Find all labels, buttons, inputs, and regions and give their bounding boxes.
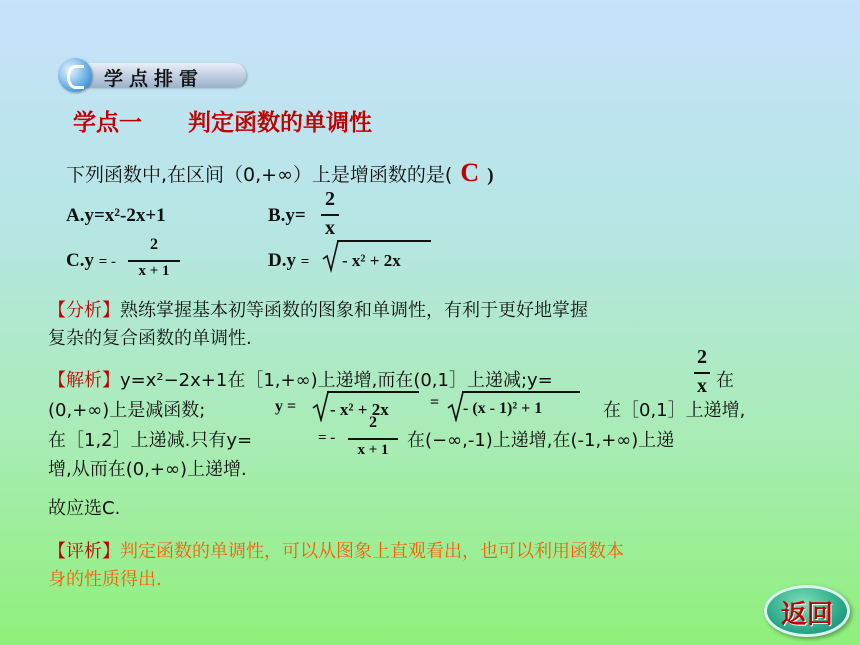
solution-text-3a: 在［1,2］上递减.只有y= — [48, 430, 253, 451]
solution-frac1-denominator: x — [697, 375, 707, 397]
option-b-prefix: B.y= — [268, 205, 306, 226]
option-d-eq: = — [300, 254, 310, 270]
badge-logo-icon — [58, 58, 92, 92]
solution-frac1-numerator: 2 — [697, 346, 707, 368]
evaluation-text-1: 判定函数的单调性，可以从图象上直观看出，也可以利用函数本 — [120, 541, 624, 562]
solution-radicand-1: - x² + 2x — [330, 400, 389, 419]
solution-radical-1-icon — [312, 390, 330, 422]
option-c-numerator: 2 — [150, 236, 158, 253]
option-c-eq: = - — [98, 254, 117, 270]
option-d-radicand: - x² + 2x — [342, 251, 401, 270]
evaluation-line-1 — [48, 537, 624, 563]
section-title: 学点一 判定函数的单调性 — [73, 110, 372, 136]
option-b-fraction — [320, 188, 340, 244]
badge-bar — [74, 63, 246, 90]
evaluation-line-2: 身的性质得出. — [48, 569, 162, 590]
option-b-denominator: x — [325, 217, 335, 239]
option-b-numerator: 2 — [325, 188, 335, 210]
solution-fraction-2 — [348, 414, 398, 466]
solution-frac2-prefix: = - — [318, 430, 336, 446]
solution-text-2a: (0,+∞)上是减函数; — [48, 400, 206, 421]
option-d — [268, 250, 309, 272]
back-button[interactable] — [764, 585, 850, 637]
solution-text-4: 增,从而在(0,+∞)上递增. — [48, 459, 247, 480]
solution-tag: 【解析】 — [48, 370, 120, 391]
back-button-label: 返回 — [780, 600, 833, 630]
option-d-radical-icon — [322, 239, 340, 273]
option-c-denominator: x + 1 — [138, 263, 170, 279]
option-c — [66, 250, 116, 272]
solution-eq-2: = — [430, 394, 440, 411]
solution-text-3b: 在(−∞,-1)上递增,在(-1,+∞)上递 — [407, 430, 675, 451]
option-d-prefix: D.y — [268, 250, 296, 271]
answer-choice: C — [460, 158, 480, 187]
analysis-text-1: 熟练掌握基本初等函数的图象和单调性，有利于更好地掌握 — [120, 300, 588, 321]
solution-text-1b: 在 — [716, 370, 734, 391]
question-close: ) — [487, 165, 494, 186]
option-c-prefix: C.y — [66, 250, 94, 271]
solution-text-2b: 在［0,1］上递增, — [603, 400, 746, 421]
analysis-tag: 【分析】 — [48, 300, 120, 321]
option-c-fraction — [128, 236, 180, 286]
option-a: A.y=x²-2x+1 — [66, 205, 166, 226]
option-b — [268, 205, 306, 227]
question-stem — [66, 158, 494, 188]
solution-y-eq: y = — [275, 398, 297, 415]
badge-label: 学点排雷 — [104, 68, 205, 90]
solution-radicand-2: - (x - 1)² + 1 — [463, 400, 543, 417]
solution-fraction-1 — [693, 346, 711, 402]
analysis-line-1 — [48, 296, 588, 322]
solution-frac2-denominator: x + 1 — [357, 442, 389, 458]
solution-line-1 — [48, 366, 553, 392]
analysis-line-2: 复杂的复合函数的单调性. — [48, 328, 252, 349]
solution-frac2-numerator: 2 — [369, 414, 377, 431]
conclusion-text: 故应选C. — [48, 498, 121, 519]
solution-text-1a: y=x²−2x+1在［1,+∞)上递增,而在(0,1］上递减;y= — [120, 370, 553, 391]
evaluation-tag: 【评析】 — [48, 541, 120, 562]
section-badge — [58, 58, 248, 92]
question-text: 下列函数中,在区间（0,+∞）上是增函数的是( — [66, 164, 453, 186]
